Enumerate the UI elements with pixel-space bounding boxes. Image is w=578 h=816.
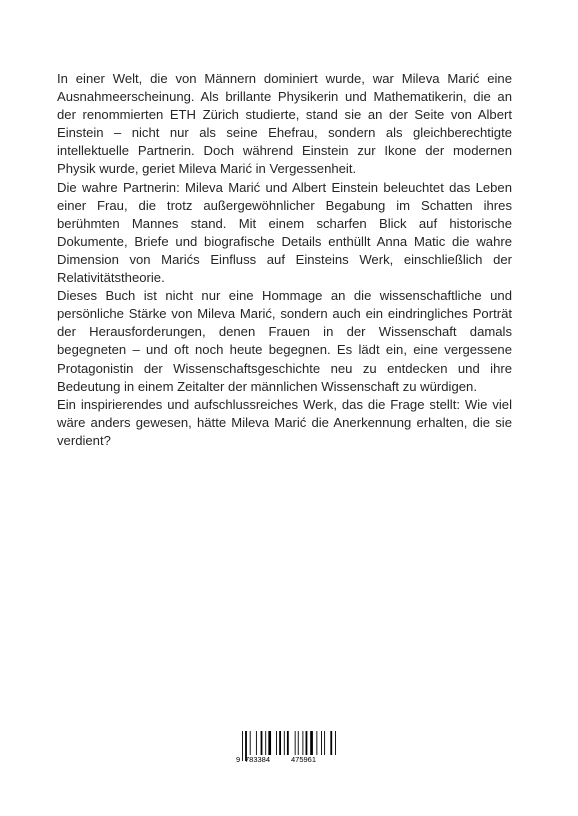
barcode-bar <box>316 731 317 755</box>
paragraph-closing-question: Ein inspirierendes und aufschlussreiches Werk, das die Frage stellt: Wie viel wäre anders gewesen, hätte Mileva Marić die Anerkennung erhalten, die sie verdient? <box>57 396 512 448</box>
barcode-bar <box>302 731 303 755</box>
isbn-barcode <box>235 731 341 765</box>
barcode-bar <box>268 731 271 755</box>
back-cover-text <box>57 70 512 450</box>
barcode-digit-first: 9 <box>236 755 241 764</box>
barcode-bar <box>298 731 299 755</box>
barcode-bar <box>295 731 296 755</box>
barcode-bar <box>287 731 289 755</box>
barcode-bar <box>310 731 313 755</box>
barcode-bar <box>321 731 322 755</box>
barcode-bar <box>242 731 243 761</box>
barcode-bar <box>279 731 281 755</box>
paragraph-book-summary: Die wahre Partnerin: Mileva Marić und Albert Einstein beleuchtet das Leben einer Frau, die trotz außergewöhnlicher Begabung im Schatten ihres berühmten Mannes stand. Mit einem scharfen Blick auf historische Dokumente, Briefe und biografische Details enthüllt Anna Matic die wahre Dimension von Marićs Einfluss auf Einsteins Werk, einschließlich der Relativitätstheorie. <box>57 179 512 286</box>
barcode-bar <box>265 731 266 755</box>
barcode-bar <box>330 731 332 755</box>
barcode-bar <box>261 731 263 755</box>
barcode-digits-right: 475961 <box>291 755 317 764</box>
barcode-bar <box>276 731 277 755</box>
barcode-bar <box>284 731 285 755</box>
barcode-bar <box>324 731 325 755</box>
barcode-bar <box>335 731 336 755</box>
barcode-bar <box>256 731 257 755</box>
barcode-bar <box>306 731 308 755</box>
barcode-bar <box>250 731 251 755</box>
barcode-digits-left: 783384 <box>245 755 271 764</box>
paragraph-homage: Dieses Buch ist nicht nur eine Hommage an die wissenschaftliche und persönliche Stärke von Mileva Marić, sondern auch ein eindringliches Porträt der Herausforderungen, denen Frauen in der Wissenschaft damals begegneten – und oft noch heute begegnen. Es lädt ein, eine vergessene Protagonistin der Wissenschaftsgeschichte neu zu entdecken und ihre Bedeutung in einem Zeitalter der männlichen Wissenschaft zu würdigen. <box>57 288 512 394</box>
paragraph-intro: In einer Welt, die von Männern dominiert wurde, war Mileva Marić eine Ausnahmeerscheinung. Als brillante Physikerin und Mathematikerin, die an der renommierten ETH Zürich studierte, stand sie an der Seite von Albert Einstein – nicht nur als seine Ehefrau, sondern als gleichberechtigte intellektuelle Partnerin. Doch während Einstein zur Ikone der modernen Physik wurde, geriet Mileva Marić in Vergessenheit. <box>57 71 512 177</box>
